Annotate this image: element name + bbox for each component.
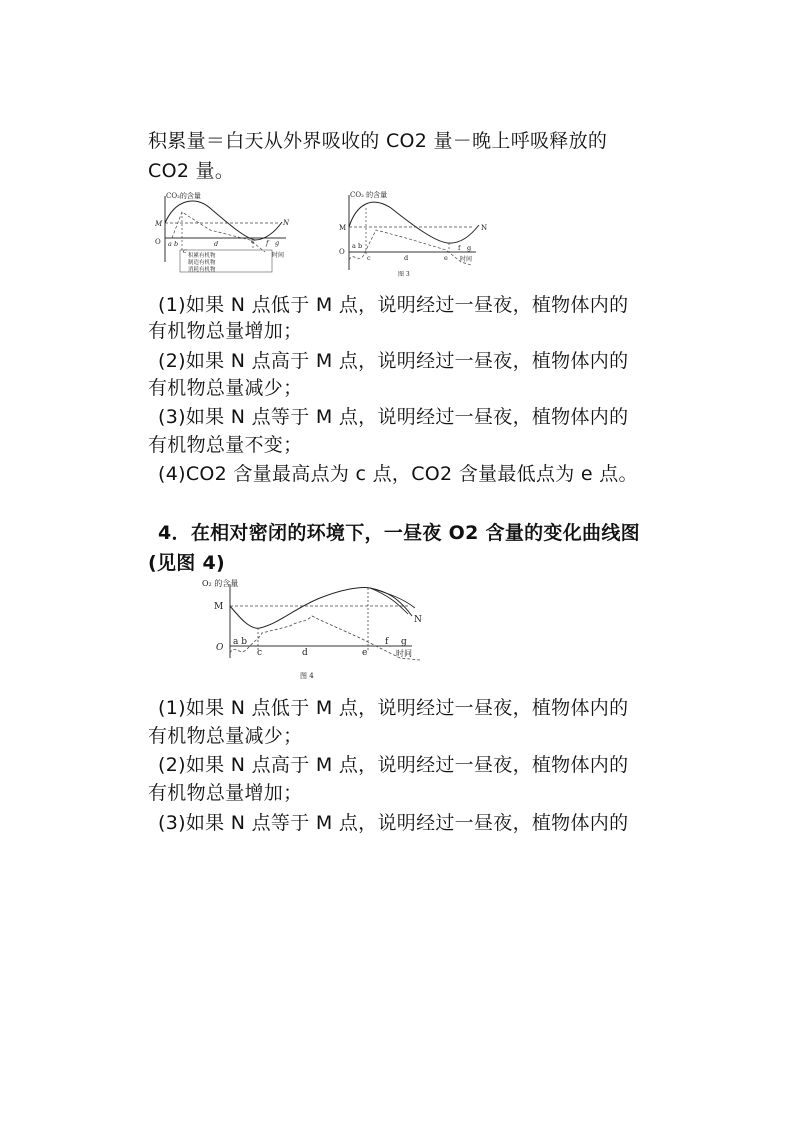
fig-left-ab: a b [168, 240, 179, 248]
fig-left-time: 时间 [272, 252, 285, 259]
intro-line-1: 积累量＝白天从外界吸收的 CO2 量－晚上呼吸释放的 [148, 130, 608, 152]
co2-point-3: (3)如果 N 点等于 M 点，说明经过一昼夜，植物体内的 [158, 406, 629, 428]
fig3-e: e [444, 254, 448, 262]
fig-left-m: M [155, 220, 163, 228]
fig3-n: N [481, 224, 488, 232]
fig-left-f: f [266, 239, 269, 247]
fig4-time: 时间 [396, 649, 412, 658]
fig3-ylabel: CO₂ 的含量 [350, 191, 388, 199]
o2-point-3: (3)如果 N 点等于 M 点，说明经过一昼夜，植物体内的 [158, 812, 629, 834]
fig4-c: c [257, 648, 263, 658]
fig4-g: g [401, 637, 407, 647]
fig-left-g: g [275, 239, 280, 247]
fig-left-e: e [251, 237, 255, 245]
fig-left-n: N [283, 219, 290, 227]
fig4-n: N [414, 615, 422, 625]
fig3-m: M [339, 224, 347, 232]
fig4-caption: 图 4 [300, 672, 314, 680]
co2-point-1: (1)如果 N 点低于 M 点，说明经过一昼夜，植物体内的 [158, 294, 629, 316]
co2-point-4: (4)CO2 含量最高点为 c 点，CO2 含量最低点为 e 点。 [158, 463, 638, 485]
section-4-heading: 4．在相对密闭的环境下，一昼夜 O2 含量的变化曲线图 [158, 522, 640, 544]
section-4-heading-cont: (见图 4) [148, 552, 226, 574]
fig3-c: c [367, 254, 371, 262]
fig4-d: d [302, 648, 308, 658]
fig3-g: g [467, 244, 472, 252]
co2-point-2-cont: 有机物总量减少； [148, 377, 303, 399]
fig4-m: M [214, 602, 224, 612]
co2-point-3-cont: 有机物总量不变； [148, 434, 303, 456]
fig4-ab: a b [233, 637, 247, 647]
fig-left-legend-2: 制造有机物 [188, 260, 216, 266]
fig3-d: d [404, 254, 409, 262]
fig3-f: f [458, 244, 461, 252]
o2-point-2-cont: 有机物总量增加； [148, 782, 303, 804]
o2-point-1: (1)如果 N 点低于 M 点，说明经过一昼夜，植物体内的 [158, 697, 629, 719]
fig4-ylabel: O₂ 的含量 [202, 579, 239, 588]
fig4-f: f [385, 637, 389, 647]
fig-left-o: O [155, 238, 161, 246]
co2-figure-3 [336, 190, 496, 280]
o2-figure-4 [200, 578, 430, 683]
fig-left-ylabel: CO₂的含量 [166, 192, 201, 200]
o2-point-2: (2)如果 N 点高于 M 点，说明经过一昼夜，植物体内的 [158, 754, 629, 776]
fig4-e: e [362, 648, 368, 658]
fig-left-legend-1: 积累有机物 [188, 253, 216, 259]
fig3-time: 时间 [460, 256, 473, 263]
fig3-ab: a b [352, 242, 363, 250]
fig-left-legend-3: 消耗有机物 [188, 267, 216, 273]
fig-left-d: d [214, 240, 219, 248]
co2-figure-left [150, 190, 290, 280]
intro-line-2: CO2 量。 [148, 160, 235, 182]
fig3-o: O [339, 248, 345, 256]
co2-point-1-cont: 有机物总量增加； [148, 320, 303, 342]
co2-point-2: (2)如果 N 点高于 M 点，说明经过一昼夜，植物体内的 [158, 350, 629, 372]
fig4-o: O [216, 643, 224, 653]
fig-left-c: c [183, 247, 187, 255]
fig3-caption: 图 3 [398, 271, 410, 278]
o2-point-1-cont: 有机物总量减少； [148, 725, 303, 747]
